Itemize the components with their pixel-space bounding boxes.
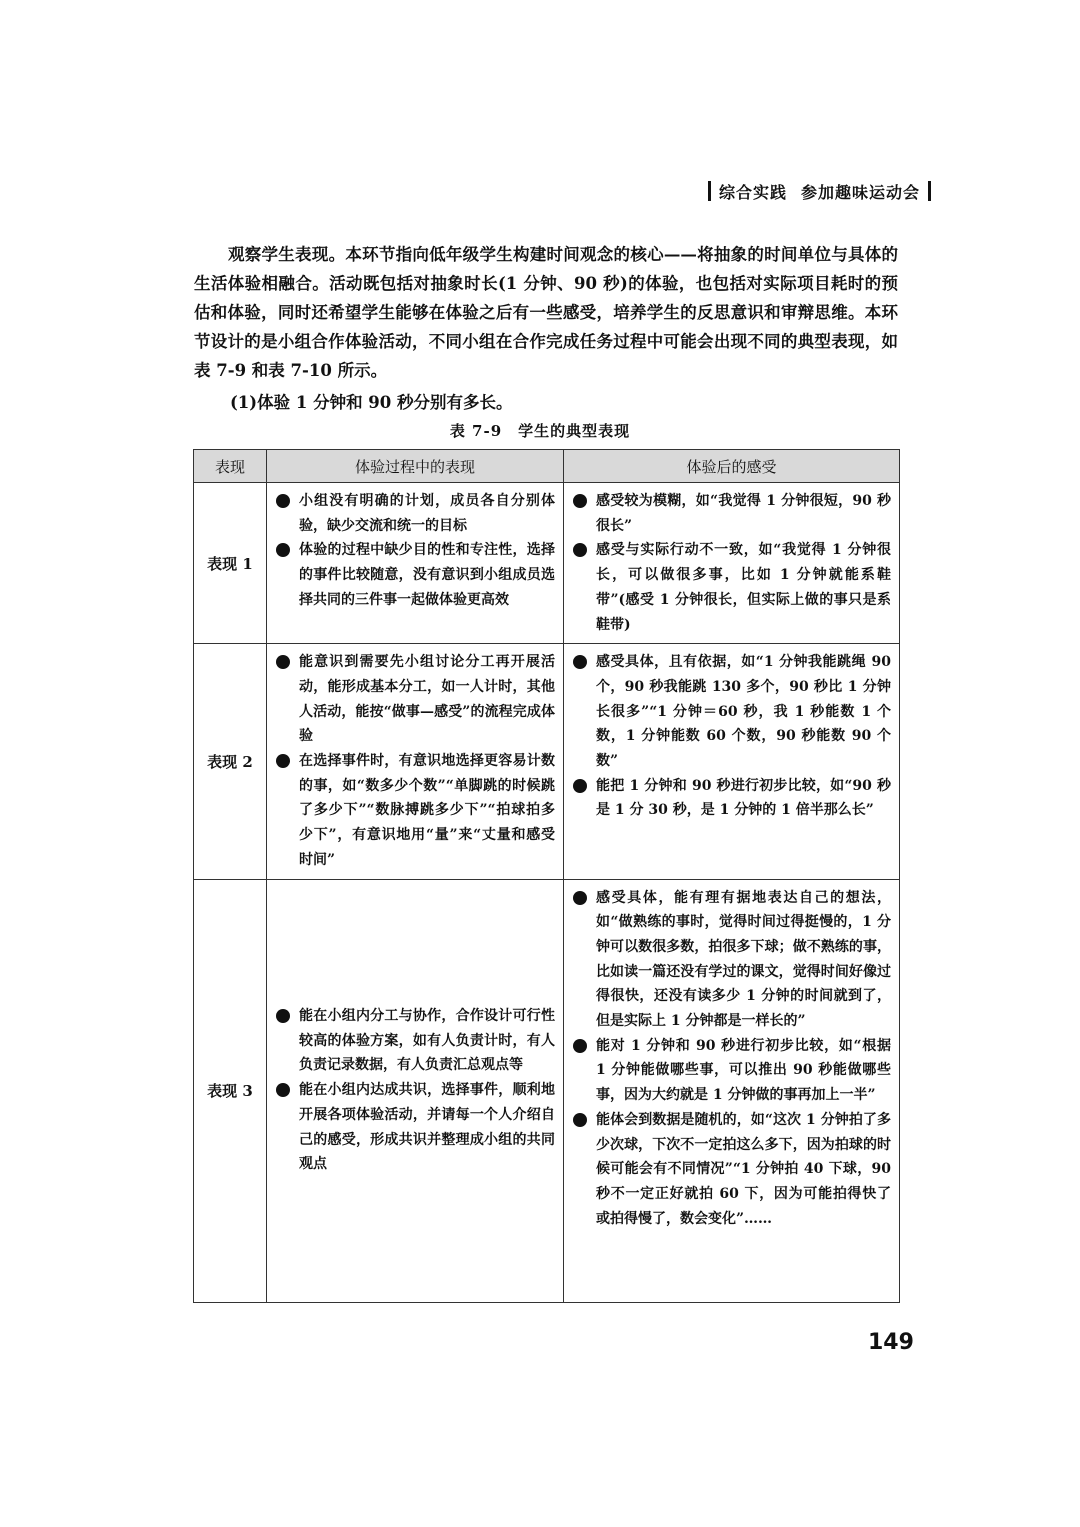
header-process: 体验过程中的表现 (267, 450, 564, 483)
bullet-icon (276, 754, 290, 768)
bullet-icon (276, 543, 290, 557)
list-item: 感受较为模糊，如“我觉得 1 分钟很短，90 秒很长” (572, 489, 891, 538)
list-item: 小组没有明确的计划，成员各自分别体验，缺少交流和统一的目标 (275, 489, 555, 538)
bullet-icon (573, 891, 587, 905)
table-row (194, 644, 900, 879)
bullet-icon (276, 1083, 290, 1097)
list-item: 能在小组内达成共识，选择事件，顺利地开展各项体验活动，并请每一个人介绍自己的感受，形成共识并整理成小组的共同观点 (275, 1078, 555, 1177)
list-item: 在选择事件时，有意识地选择更容易计数的事，如“数多少个数”“单脚跳的时候跳了多少下”“数脉搏跳多少下”“拍球拍多少下”，有意识地用“量”来“丈量和感受时间” (275, 749, 555, 873)
list-item: 感受具体，且有依据，如“1 分钟我能跳绳 90 个，90 秒我能跳 130 多个，90 秒比 1 分钟长很多”“1 分钟＝60 秒，我 1 秒能数 1 个数，1 分钟能数 60 个数，90 秒能数 90 个数” (572, 650, 891, 774)
feelings-cell (564, 644, 900, 879)
table-row (194, 879, 900, 1302)
bullet-icon (573, 779, 587, 793)
list-item: 能对 1 分钟和 90 秒进行初步比较，如“根据 1 分钟能做哪些事，可以推出 90 秒能做哪些事，因为大约就是 1 分钟做的事再加上一半” (572, 1034, 891, 1108)
process-cell (267, 483, 564, 644)
list-item: 感受与实际行动不一致，如“我觉得 1 分钟很长，可以做很多事，比如 1 分钟就能系鞋带”(感受 1 分钟很长，但实际上做的事只是系鞋带) (572, 538, 891, 637)
feelings-cell (564, 483, 900, 644)
header-left-rule (708, 181, 711, 201)
table-caption: 表 7-9 学生的典型表现 (449, 422, 631, 440)
table-row (194, 483, 900, 644)
performance-table (193, 449, 900, 1303)
feelings-cell (564, 879, 900, 1302)
list-item: 感受具体，能有理有据地表达自己的想法，如“做熟练的事时，觉得时间过得挺慢的，1 分钟可以数很多数，拍很多下球；做不熟练的事，比如读一篇还没有学过的课文，觉得时间好像过得很快，还没有读多少 1 分钟的时间就到了，但是实际上 1 分钟都是一样长的” (572, 886, 891, 1034)
row-label: 表现 2 (194, 644, 267, 879)
intro-lead: 观察学生表现。 (228, 245, 346, 264)
bullet-icon (276, 1009, 290, 1023)
header-chapter: 参加趣味运动会 (801, 182, 921, 202)
intro-body: 本环节指向低年级学生构建时间观念的核心——将抽象的时间单位与具体的生活体验相融合。活动既包括对抽象时长(1 分钟、90 秒)的体验，也包括对实际项目耗时的预估和体验，同时还希望学生能够在体验之后有一些感受，培养学生的反思意识和审辩思维。本环节设计的是小组合作体验活动，不同小组在合作完成任务过程中可能会出现不同的典型表现，如表 7-9 和表 7-10 所示。 (194, 245, 899, 380)
list-item: 能体会到数据是随机的，如“这次 1 分钟拍了多少次球，下次不一定拍这么多下，因为拍球的时候可能会有不同情况”“1 分钟拍 40 下球，90 秒不一定正好就拍 60 下，因为可能拍得快了或拍得慢了，数会变化”…… (572, 1108, 891, 1232)
process-cell (267, 879, 564, 1302)
header-section: 综合实践 (719, 182, 788, 202)
row-label: 表现 1 (194, 483, 267, 644)
header-right-rule (928, 181, 931, 201)
bullet-icon (573, 1113, 587, 1127)
header-feelings: 体验后的感受 (564, 450, 900, 483)
bullet-icon (276, 494, 290, 508)
bullet-icon (573, 543, 587, 557)
list-item: 能在小组内分工与协作，合作设计可行性较高的体验方案，如有人负责计时，有人负责记录数据，有人负责汇总观点等 (275, 1004, 555, 1078)
intro-paragraph (194, 240, 898, 385)
row-label: 表现 3 (194, 879, 267, 1302)
bullet-icon (573, 655, 587, 669)
list-item: 体验的过程中缺少目的性和专注性，选择的事件比较随意，没有意识到小组成员选择共同的三件事一起做体验更高效 (275, 538, 555, 612)
header-label: 表现 (194, 450, 267, 483)
subheading: (1)体验 1 分钟和 90 秒分别有多长。 (230, 393, 513, 412)
list-item: 能把 1 分钟和 90 秒进行初步比较，如“90 秒是 1 分 30 秒，是 1 分钟的 1 倍半那么长” (572, 774, 891, 823)
bullet-icon (573, 1039, 587, 1053)
list-item: 能意识到需要先小组讨论分工再开展活动，能形成基本分工，如一人计时，其他人活动，能按“做事—感受”的流程完成体验 (275, 650, 555, 749)
process-cell (267, 644, 564, 879)
running-header (700, 178, 948, 204)
page-number: 149 (868, 1330, 914, 1355)
table-header-row (194, 450, 900, 483)
bullet-icon (573, 494, 587, 508)
bullet-icon (276, 655, 290, 669)
